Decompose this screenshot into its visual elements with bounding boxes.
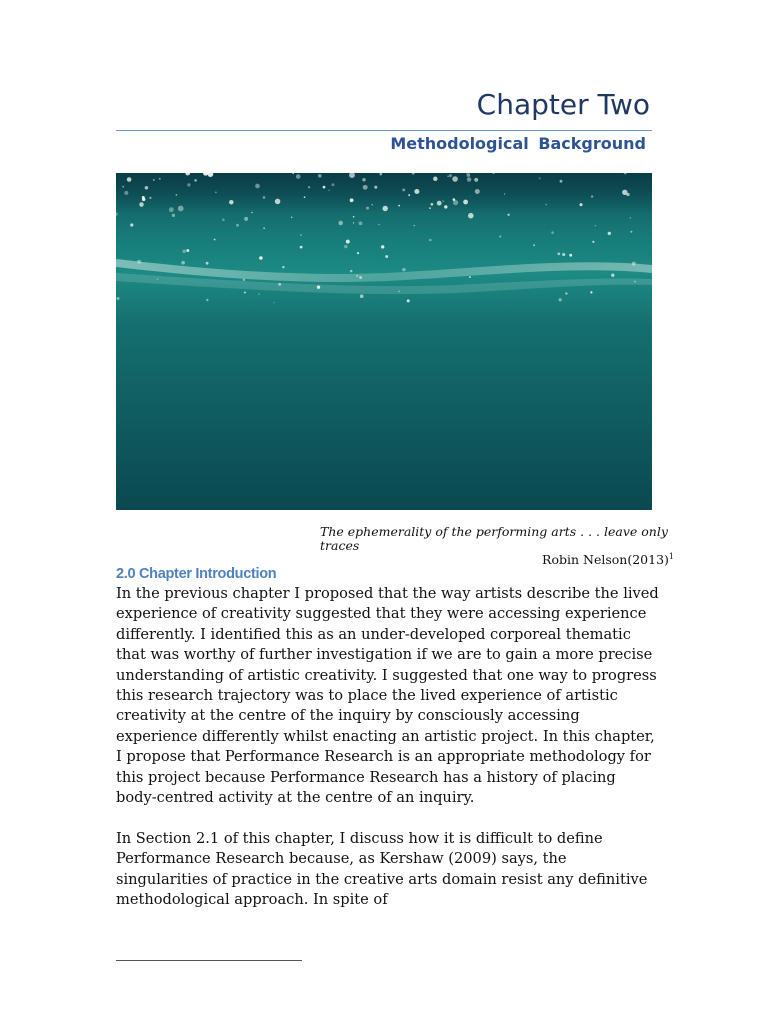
water-particle (504, 193, 505, 194)
water-particle (475, 189, 480, 194)
water-particle (366, 207, 369, 210)
water-particle (569, 254, 572, 257)
water-particle (255, 184, 260, 189)
water-particle (474, 178, 478, 182)
water-particle (381, 245, 384, 248)
water-particle (182, 250, 186, 254)
water-particle (139, 202, 143, 206)
footnote-reference: 1 (668, 552, 674, 561)
water-particle (429, 207, 431, 209)
water-particle (592, 241, 594, 243)
water-particle (263, 227, 265, 229)
water-particle (499, 236, 501, 238)
water-particle (236, 224, 239, 227)
water-particle (413, 225, 415, 227)
water-particle (243, 278, 246, 281)
water-particle (374, 186, 377, 189)
water-particle (630, 217, 631, 218)
water-particle (608, 232, 611, 235)
water-particle (590, 291, 592, 293)
water-particle (344, 245, 347, 248)
water-particle (258, 293, 259, 294)
water-particle (194, 179, 197, 182)
water-particle (591, 195, 593, 197)
water-particle (273, 302, 274, 303)
water-particle (467, 173, 471, 177)
water-particle (363, 185, 368, 190)
water-particle (595, 225, 596, 226)
water-particle (346, 240, 350, 244)
water-particle (137, 260, 141, 264)
body-paragraph: In the previous chapter I proposed that the way artists describe the lived experience of creativity suggested that they were accessing experience differently. I identified this as an under-developed corporeal thematic that was worthy of further investigation if we are to gain a more precise understanding of artistic creativity. I suggested that one way to progress this research trajectory was to place the lived experience of artistic creativity at the centre of the inquiry by consciously accessing experience differently whilst enacting an artistic project. In this chapter, I propose that Performance Research is an appropriate methodology for this project because Performance Research has a history of placing body-centred activity at the centre of an inquiry. (116, 585, 659, 807)
water-particle (145, 186, 149, 190)
water-particle (507, 214, 509, 216)
water-particle (429, 239, 432, 242)
water-particle (353, 216, 355, 218)
water-particle (372, 204, 373, 205)
water-particle (296, 174, 301, 179)
water-particle (251, 212, 253, 214)
water-particle (611, 274, 614, 277)
water-particle (356, 275, 358, 277)
water-particle (187, 183, 190, 186)
water-particle (359, 222, 363, 226)
water-particle (206, 262, 209, 265)
water-particle (559, 298, 562, 301)
underwater-photo (116, 173, 652, 510)
water-particle (414, 189, 419, 194)
water-particle (304, 196, 306, 198)
water-particle (562, 253, 565, 256)
water-particle (153, 179, 155, 181)
title-rule (116, 130, 652, 131)
water-particle (181, 261, 185, 265)
water-particle (338, 221, 342, 225)
water-particle (634, 281, 636, 283)
water-particle (533, 244, 535, 246)
water-particle (453, 200, 458, 205)
water-particle (398, 205, 400, 207)
water-particle (362, 178, 366, 182)
water-particle (385, 255, 388, 258)
water-particle (452, 176, 458, 182)
water-particle (565, 292, 567, 294)
water-particle (323, 186, 326, 189)
water-particle (551, 231, 554, 234)
water-particle (331, 183, 334, 186)
water-particle (263, 196, 266, 199)
water-particle (545, 204, 547, 206)
water-particle (149, 197, 151, 199)
water-particle (557, 253, 560, 256)
water-particle (378, 224, 380, 226)
water-particle (398, 291, 399, 292)
water-particle (350, 270, 352, 272)
water-particle (449, 174, 452, 177)
water-particle (275, 199, 281, 205)
water-particle (467, 177, 471, 181)
section-heading: 2.0 Chapter Introduction (116, 566, 277, 582)
body-text (116, 584, 661, 931)
water-particle (186, 249, 189, 252)
water-particle (214, 239, 216, 241)
chapter-subtitle: Methodological Background (390, 134, 646, 153)
water-particle (463, 200, 468, 205)
water-particle (117, 297, 120, 300)
water-particle (206, 299, 208, 301)
water-particle (127, 177, 132, 182)
water-particle (630, 231, 632, 233)
water-particle (560, 180, 563, 183)
water-particle (124, 191, 128, 195)
footnote-rule (116, 960, 302, 961)
water-particle (444, 205, 447, 208)
water-particle (402, 268, 406, 272)
water-particle (142, 196, 145, 199)
water-particle (407, 299, 410, 302)
water-particle (244, 217, 248, 221)
water-particle (318, 174, 322, 178)
water-particle (122, 186, 124, 188)
water-particle (447, 175, 449, 177)
water-particle (176, 194, 178, 196)
water-particle (282, 266, 284, 268)
water-particle (437, 201, 442, 206)
water-particle (408, 194, 410, 196)
water-particle (382, 206, 387, 211)
water-particle (222, 218, 225, 221)
chapter-title: Chapter Two (476, 88, 650, 121)
water-particle (359, 276, 362, 279)
epigraph-attribution (542, 552, 674, 567)
water-particle (539, 177, 541, 179)
water-particle (350, 198, 354, 202)
water-particle (579, 203, 582, 206)
water-particle (433, 177, 437, 181)
water-particle (632, 262, 636, 266)
water-particle (259, 256, 263, 260)
water-particle (329, 190, 330, 191)
water-particle (300, 234, 301, 235)
water-particle (308, 186, 310, 188)
epigraph-quote: The ephemerality of the performing arts . . . leave only traces (320, 524, 668, 553)
water-particle (178, 206, 184, 212)
water-particle (360, 294, 364, 298)
water-particle (229, 200, 234, 205)
water-particle (169, 207, 174, 212)
water-particle (244, 292, 246, 294)
water-particle (291, 217, 293, 219)
water-particle (469, 276, 471, 278)
body-paragraph: In Section 2.1 of this chapter, I discuss how it is difficult to define Performance Research because, as Kershaw (2009) says, the singularities of practice in the creative arts domain resist any definitive methodological approach. In spite of (116, 829, 648, 909)
water-particle (622, 190, 627, 195)
water-particle (353, 222, 354, 223)
water-particle (278, 283, 281, 286)
water-particle (215, 192, 216, 193)
water-particle (442, 200, 444, 202)
water-particle (357, 252, 359, 254)
water-particle (317, 286, 320, 289)
water-particle (157, 278, 158, 279)
epigraph-author: Robin Nelson(2013) (542, 552, 669, 568)
water-particle (159, 178, 161, 180)
water-particle (300, 246, 303, 249)
water-particle (130, 223, 133, 226)
water-particle (402, 188, 405, 191)
water-particle (431, 203, 434, 206)
water-particle (172, 214, 175, 217)
water-particle (468, 213, 474, 219)
